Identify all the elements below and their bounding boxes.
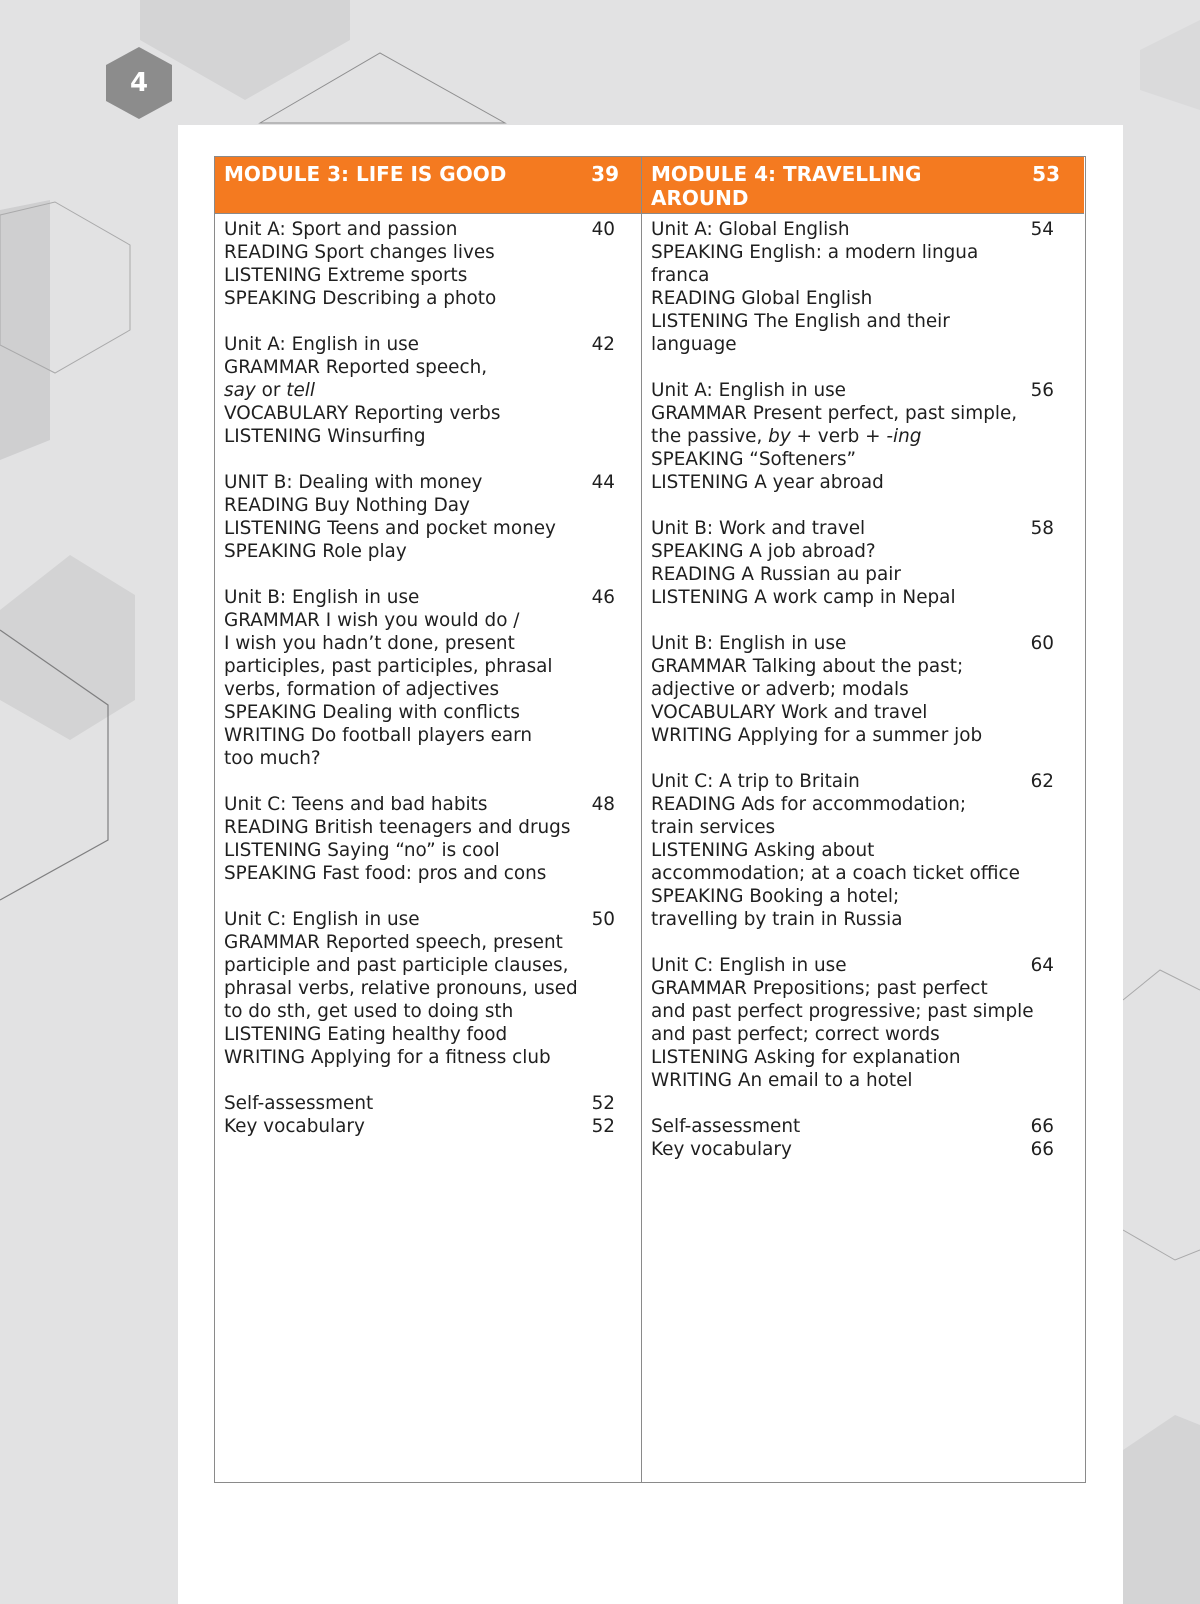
extra-label: Key vocabulary	[651, 1139, 792, 1160]
unit-page-number: 58	[1030, 518, 1054, 539]
unit-detail-line: and past perfect progressive; past simple	[651, 1001, 1034, 1022]
unit-detail-line: LISTENING The English and their	[651, 311, 950, 332]
unit-title: Unit C: English in use	[651, 955, 847, 976]
unit-page-number: 60	[1030, 633, 1054, 654]
unit-detail-line: READING Sport changes lives	[224, 242, 495, 263]
unit-detail-line: WRITING Applying for a fitness club	[224, 1047, 551, 1068]
toc-entry[interactable]	[651, 954, 1084, 1092]
module-header	[215, 157, 641, 214]
unit-detail-line: SPEAKING Booking a hotel;	[651, 886, 900, 907]
toc-entry[interactable]	[224, 218, 641, 310]
extra-page-number: 52	[591, 1093, 615, 1114]
unit-title: Unit C: A trip to Britain	[651, 771, 860, 792]
extra-page-number: 66	[1030, 1116, 1054, 1137]
unit-detail-line: VOCABULARY Reporting verbs	[224, 403, 501, 424]
unit-title: Unit B: Work and travel	[651, 518, 866, 539]
unit-page-number: 42	[591, 334, 615, 355]
module-page-number: 53	[1032, 162, 1060, 186]
page-number-badge	[106, 47, 172, 119]
unit-detail-line: READING Buy Nothing Day	[224, 495, 470, 516]
unit-page-number: 48	[591, 794, 615, 815]
toc-entry[interactable]	[651, 218, 1084, 356]
toc-entry[interactable]	[651, 379, 1084, 494]
unit-detail-line: travelling by train in Russia	[651, 909, 903, 930]
unit-detail-line: LISTENING Winsurfing	[224, 426, 426, 447]
extra-label: Self-assessment	[651, 1116, 801, 1137]
unit-page-number: 56	[1030, 380, 1054, 401]
toc-entry[interactable]	[224, 586, 641, 770]
unit-detail-line: LISTENING Eating healthy food	[224, 1024, 508, 1045]
unit-title: Unit C: English in use	[224, 909, 420, 930]
toc-entry[interactable]	[224, 908, 641, 1069]
unit-detail-line: accommodation; at a coach ticket office	[651, 863, 1020, 884]
unit-detail-line: READING Global English	[651, 288, 873, 309]
unit-detail-line: and past perfect; correct words	[651, 1024, 940, 1045]
unit-page-number: 64	[1030, 955, 1054, 976]
toc-extra-entry[interactable]	[651, 1138, 1084, 1161]
unit-title: Unit A: English in use	[224, 334, 419, 355]
unit-detail-line: GRAMMAR Reported speech, present	[224, 932, 563, 953]
unit-detail-line: SPEAKING Role play	[224, 541, 407, 562]
unit-page-number: 50	[591, 909, 615, 930]
module-3-column	[215, 157, 642, 1482]
module-page-number: 39	[591, 162, 619, 186]
table-of-contents	[214, 156, 1086, 1483]
unit-detail-line: phrasal verbs, relative pronouns, used	[224, 978, 578, 999]
unit-list	[215, 214, 641, 1138]
toc-entry[interactable]	[651, 517, 1084, 609]
toc-entry[interactable]	[651, 632, 1084, 747]
module-title: MODULE 3: LIFE IS GOOD	[224, 162, 507, 186]
unit-detail-line: too much?	[224, 748, 321, 769]
page-number: 4	[129, 68, 149, 98]
unit-detail-line: language	[651, 334, 737, 355]
unit-detail-line: say or tell	[224, 380, 316, 401]
unit-detail-line: LISTENING Extreme sports	[224, 265, 468, 286]
module-extras	[224, 1092, 641, 1138]
unit-title: Unit B: English in use	[224, 587, 420, 608]
unit-detail-line: train services	[651, 817, 776, 838]
module-title: MODULE 4: TRAVELLING AROUND	[651, 162, 922, 210]
unit-detail-line: adjective or adverb; modals	[651, 679, 909, 700]
unit-detail-line: SPEAKING English: a modern lingua	[651, 242, 979, 263]
toc-entry[interactable]	[224, 333, 641, 448]
unit-page-number: 44	[591, 472, 615, 493]
module-4-column	[642, 157, 1084, 1482]
unit-page-number: 46	[591, 587, 615, 608]
unit-detail-line: to do sth, get used to doing sth	[224, 1001, 514, 1022]
unit-detail-line: LISTENING Teens and pocket money	[224, 518, 556, 539]
unit-detail-line: GRAMMAR I wish you would do /	[224, 610, 520, 631]
unit-detail-line: GRAMMAR Present perfect, past simple,	[651, 403, 1018, 424]
unit-detail-line: LISTENING Saying “no” is cool	[224, 840, 500, 861]
unit-detail-line: VOCABULARY Work and travel	[651, 702, 928, 723]
module-header	[642, 157, 1084, 214]
unit-detail-line: participle and past participle clauses,	[224, 955, 569, 976]
unit-title: Unit C: Teens and bad habits	[224, 794, 488, 815]
unit-detail-line: SPEAKING Fast food: pros and cons	[224, 863, 547, 884]
unit-detail-line: READING British teenagers and drugs	[224, 817, 571, 838]
unit-detail-line: LISTENING Asking for explanation	[651, 1047, 961, 1068]
unit-detail-line: SPEAKING Describing a photo	[224, 288, 497, 309]
unit-page-number: 40	[591, 219, 615, 240]
unit-detail-line: LISTENING Asking about	[651, 840, 875, 861]
unit-detail-line: GRAMMAR Prepositions; past perfect	[651, 978, 988, 999]
module-extras	[651, 1115, 1084, 1161]
unit-detail-line: GRAMMAR Reported speech,	[224, 357, 488, 378]
toc-extra-entry[interactable]	[224, 1092, 641, 1115]
unit-detail-line: GRAMMAR Talking about the past;	[651, 656, 964, 677]
unit-detail-line: LISTENING A year abroad	[651, 472, 884, 493]
unit-detail-line: SPEAKING “Softeners”	[651, 449, 857, 470]
unit-list	[642, 214, 1084, 1161]
unit-detail-line: SPEAKING A job abroad?	[651, 541, 876, 562]
toc-entry[interactable]	[224, 471, 641, 563]
unit-detail-line: SPEAKING Dealing with conflicts	[224, 702, 520, 723]
extra-label: Self-assessment	[224, 1093, 374, 1114]
unit-detail-line: READING Ads for accommodation;	[651, 794, 967, 815]
unit-detail-line: I wish you hadn’t done, present	[224, 633, 515, 654]
toc-entry[interactable]	[651, 770, 1084, 931]
toc-extra-entry[interactable]	[224, 1115, 641, 1138]
unit-detail-line: READING A Russian au pair	[651, 564, 901, 585]
toc-extra-entry[interactable]	[651, 1115, 1084, 1138]
unit-page-number: 62	[1030, 771, 1054, 792]
unit-title: Unit A: English in use	[651, 380, 846, 401]
unit-title: Unit B: English in use	[651, 633, 847, 654]
unit-detail-line: WRITING Applying for a summer job	[651, 725, 983, 746]
unit-detail-line: participles, past participles, phrasal	[224, 656, 553, 677]
unit-detail-line: verbs, formation of adjectives	[224, 679, 500, 700]
toc-entry[interactable]	[224, 793, 641, 885]
unit-title: UNIT B: Dealing with money	[224, 472, 483, 493]
unit-title: Unit A: Global English	[651, 219, 850, 240]
extra-page-number: 52	[591, 1116, 615, 1137]
unit-detail-line: the passive, by + verb + -ing	[651, 426, 922, 447]
extra-page-number: 66	[1030, 1139, 1054, 1160]
unit-title: Unit A: Sport and passion	[224, 219, 458, 240]
unit-detail-line: WRITING Do football players earn	[224, 725, 533, 746]
extra-label: Key vocabulary	[224, 1116, 365, 1137]
unit-detail-line: WRITING An email to a hotel	[651, 1070, 913, 1091]
unit-page-number: 54	[1030, 219, 1054, 240]
unit-detail-line: LISTENING A work camp in Nepal	[651, 587, 956, 608]
unit-detail-line: franca	[651, 265, 710, 286]
